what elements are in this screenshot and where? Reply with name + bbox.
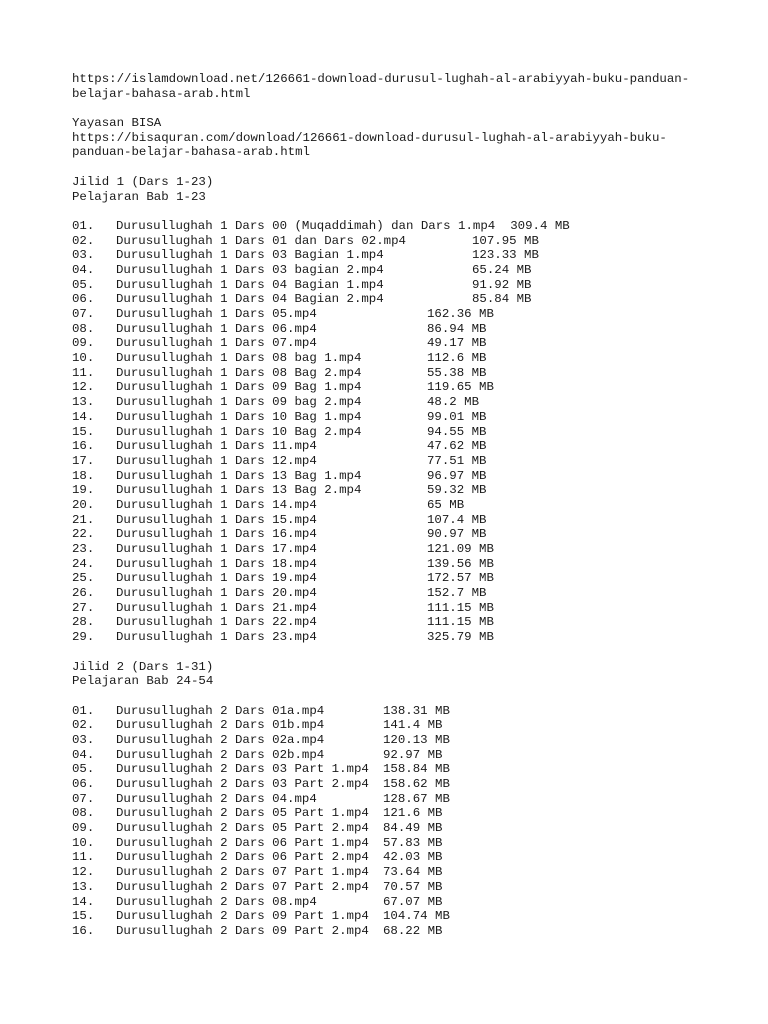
file-name: Durusullughah 1 Dars 09 bag 2.mp4 (116, 395, 362, 410)
file-number: 03. (72, 248, 95, 263)
list-item (72, 527, 732, 542)
file-size: 85.84 MB (472, 292, 532, 307)
list-item (72, 366, 732, 381)
file-size: 111.15 MB (427, 615, 494, 630)
file-size: 92.97 MB (383, 747, 443, 762)
file-number: 08. (72, 321, 95, 336)
list-item (72, 924, 732, 939)
list-item (72, 704, 732, 719)
file-size: 42.03 MB (383, 850, 443, 865)
file-name: Durusullughah 1 Dars 04 Bagian 2.mp4 (116, 292, 384, 307)
list-item (72, 498, 732, 513)
file-size: 152.7 MB (427, 586, 487, 601)
list-item (72, 395, 732, 410)
file-size: 65.24 MB (472, 262, 532, 277)
spacer (72, 101, 732, 116)
list-item (72, 469, 732, 484)
file-number: 21. (72, 512, 95, 527)
file-size: 86.94 MB (427, 321, 487, 336)
file-size: 138.31 MB (383, 703, 450, 718)
file-name: Durusullughah 2 Dars 06 Part 2.mp4 (116, 850, 369, 865)
spacer (72, 645, 732, 660)
file-number: 10. (72, 835, 95, 850)
file-number: 09. (72, 821, 95, 836)
file-size: 123.33 MB (472, 248, 539, 263)
list-item (72, 483, 732, 498)
file-number: 01. (72, 218, 95, 233)
spacer (72, 689, 732, 704)
file-number: 05. (72, 762, 95, 777)
file-number: 15. (72, 424, 95, 439)
file-size: 57.83 MB (383, 835, 443, 850)
list-item (72, 792, 732, 807)
file-size: 90.97 MB (427, 527, 487, 542)
list-item (72, 351, 732, 366)
file-name: Durusullughah 1 Dars 08 Bag 2.mp4 (116, 365, 362, 380)
list-item (72, 630, 732, 645)
file-name: Durusullughah 2 Dars 09 Part 2.mp4 (116, 923, 369, 938)
list-item (72, 733, 732, 748)
list-item (72, 748, 732, 763)
file-size: 70.57 MB (383, 879, 443, 894)
file-name: Durusullughah 1 Dars 06.mp4 (116, 321, 317, 336)
file-name: Durusullughah 1 Dars 17.mp4 (116, 542, 317, 556)
file-name: Durusullughah 2 Dars 05 Part 1.mp4 (116, 806, 369, 821)
file-name: Durusullughah 2 Dars 07 Part 2.mp4 (116, 879, 369, 894)
file-number: 10. (72, 351, 95, 366)
file-size: 48.2 MB (427, 395, 480, 410)
organization-name: Yayasan BISA (72, 116, 162, 131)
file-number: 02. (72, 233, 95, 248)
file-size: 65 MB (427, 497, 465, 512)
list-item (72, 850, 732, 865)
file-size: 67.07 MB (383, 894, 443, 909)
file-name: Durusullughah 1 Dars 15.mp4 (116, 512, 317, 527)
list-item (72, 425, 732, 440)
source-url-1-line-1: https://islamdownload.net/126661-download-durusul-lughah-al-arabiyyah-buku-panduan- (72, 72, 690, 86)
spacer (72, 204, 732, 219)
list-item (72, 836, 732, 851)
file-size: 84.49 MB (383, 821, 443, 836)
file-size: 111.15 MB (427, 600, 494, 615)
file-size: 309.4 MB (510, 218, 570, 233)
list-item (72, 380, 732, 395)
jilid-2-file-list (72, 704, 732, 939)
list-item (72, 234, 732, 249)
file-size: 99.01 MB (427, 409, 487, 424)
file-size: 107.4 MB (427, 512, 487, 527)
file-size: 141.4 MB (383, 718, 443, 733)
file-size: 73.64 MB (383, 865, 443, 880)
file-number: 22. (72, 527, 95, 542)
file-name: Durusullughah 1 Dars 16.mp4 (116, 527, 317, 542)
file-name: Durusullughah 1 Dars 05.mp4 (116, 307, 317, 321)
file-name: Durusullughah 1 Dars 00 (Muqaddimah) dan Dars 1.mp4 (116, 218, 496, 233)
list-item (72, 219, 732, 234)
list-item (72, 762, 732, 777)
document-body (72, 72, 732, 939)
source-url-2-line-1: https://bisaquran.com/download/126661-download-durusul-lughah-al-arabiyyah-buku- (72, 130, 667, 145)
file-name: Durusullughah 1 Dars 08 bag 1.mp4 (116, 351, 362, 366)
list-item (72, 336, 732, 351)
spacer (72, 160, 732, 175)
file-size: 104.74 MB (383, 909, 450, 924)
file-number: 08. (72, 806, 95, 821)
file-size: 55.38 MB (427, 365, 487, 380)
file-name: Durusullughah 1 Dars 10 Bag 2.mp4 (116, 424, 362, 439)
file-number: 14. (72, 409, 95, 424)
file-name: Durusullughah 2 Dars 02a.mp4 (116, 732, 325, 747)
file-name: Durusullughah 2 Dars 07 Part 1.mp4 (116, 865, 369, 880)
file-name: Durusullughah 2 Dars 03 Part 1.mp4 (116, 762, 369, 777)
file-number: 18. (72, 468, 95, 483)
jilid-1-subtitle: Pelajaran Bab 1-23 (72, 189, 206, 204)
file-number: 02. (72, 718, 95, 733)
file-number: 03. (72, 732, 95, 747)
jilid-2-subtitle: Pelajaran Bab 24-54 (72, 674, 214, 689)
file-size: 49.17 MB (427, 336, 487, 351)
jilid-1-file-list (72, 219, 732, 645)
file-number: 28. (72, 615, 95, 630)
list-item (72, 586, 732, 601)
file-size: 112.6 MB (427, 351, 487, 366)
list-item (72, 454, 732, 469)
file-number: 29. (72, 630, 95, 645)
file-size: 128.67 MB (383, 791, 450, 806)
list-item (72, 806, 732, 821)
file-name: Durusullughah 1 Dars 19.mp4 (116, 571, 317, 586)
file-name: Durusullughah 1 Dars 10 Bag 1.mp4 (116, 409, 362, 424)
file-number: 26. (72, 586, 95, 601)
file-size: 162.36 MB (427, 307, 494, 321)
file-name: Durusullughah 1 Dars 07.mp4 (116, 336, 317, 351)
file-number: 16. (72, 923, 95, 938)
file-number: 12. (72, 380, 95, 395)
file-number: 19. (72, 483, 95, 498)
file-number: 23. (72, 542, 95, 556)
file-name: Durusullughah 1 Dars 22.mp4 (116, 615, 317, 630)
file-number: 05. (72, 277, 95, 292)
file-number: 15. (72, 909, 95, 924)
file-name: Durusullughah 1 Dars 23.mp4 (116, 630, 317, 645)
file-number: 25. (72, 571, 95, 586)
file-name: Durusullughah 1 Dars 11.mp4 (116, 439, 317, 454)
list-item (72, 263, 732, 278)
file-size: 158.84 MB (383, 762, 450, 777)
list-item (72, 307, 732, 322)
file-name: Durusullughah 1 Dars 18.mp4 (116, 556, 317, 571)
file-size: 96.97 MB (427, 468, 487, 483)
file-name: Durusullughah 2 Dars 01b.mp4 (116, 718, 325, 733)
list-item (72, 292, 732, 307)
list-item (72, 718, 732, 733)
source-url-1-line-2: belajar-bahasa-arab.html (72, 86, 251, 101)
file-number: 27. (72, 600, 95, 615)
file-number: 06. (72, 292, 95, 307)
file-name: Durusullughah 2 Dars 02b.mp4 (116, 747, 325, 762)
file-size: 121.6 MB (383, 806, 443, 821)
file-name: Durusullughah 2 Dars 03 Part 2.mp4 (116, 777, 369, 791)
list-item (72, 571, 732, 586)
file-name: Durusullughah 1 Dars 09 Bag 1.mp4 (116, 380, 362, 395)
file-name: Durusullughah 1 Dars 03 Bagian 1.mp4 (116, 248, 384, 263)
file-name: Durusullughah 1 Dars 13 Bag 1.mp4 (116, 468, 362, 483)
file-name: Durusullughah 2 Dars 09 Part 1.mp4 (116, 909, 369, 924)
file-name: Durusullughah 1 Dars 20.mp4 (116, 586, 317, 601)
file-name: Durusullughah 1 Dars 03 bagian 2.mp4 (116, 262, 384, 277)
file-size: 107.95 MB (472, 233, 539, 248)
list-item (72, 248, 732, 263)
file-size: 325.79 MB (427, 630, 494, 645)
list-item (72, 821, 732, 836)
file-size: 121.09 MB (427, 542, 494, 556)
file-name: Durusullughah 1 Dars 04 Bagian 1.mp4 (116, 277, 384, 292)
file-number: 09. (72, 336, 95, 351)
file-size: 139.56 MB (427, 556, 494, 571)
list-item (72, 909, 732, 924)
file-size: 119.65 MB (427, 380, 494, 395)
file-number: 14. (72, 894, 95, 909)
jilid-2-title: Jilid 2 (Dars 1-31) (72, 659, 214, 674)
file-number: 12. (72, 865, 95, 880)
list-item (72, 895, 732, 910)
list-item (72, 410, 732, 425)
list-item (72, 278, 732, 293)
list-item (72, 865, 732, 880)
file-size: 68.22 MB (383, 923, 443, 938)
file-size: 91.92 MB (472, 277, 532, 292)
file-number: 07. (72, 791, 95, 806)
file-number: 17. (72, 453, 95, 468)
jilid-1-title: Jilid 1 (Dars 1-23) (72, 174, 214, 189)
list-item (72, 439, 732, 454)
file-name: Durusullughah 1 Dars 12.mp4 (116, 453, 317, 468)
file-size: 94.55 MB (427, 424, 487, 439)
file-name: Durusullughah 2 Dars 04.mp4 (116, 791, 317, 806)
list-item (72, 601, 732, 616)
file-name: Durusullughah 2 Dars 06 Part 1.mp4 (116, 835, 369, 850)
file-number: 04. (72, 747, 95, 762)
file-number: 20. (72, 497, 95, 512)
file-name: Durusullughah 1 Dars 21.mp4 (116, 600, 317, 615)
list-item (72, 322, 732, 337)
file-number: 04. (72, 262, 95, 277)
file-name: Durusullughah 1 Dars 14.mp4 (116, 497, 317, 512)
file-number: 07. (72, 307, 95, 321)
list-item (72, 542, 732, 557)
file-number: 24. (72, 556, 95, 571)
file-number: 16. (72, 439, 95, 454)
file-name: Durusullughah 2 Dars 08.mp4 (116, 894, 317, 909)
file-name: Durusullughah 1 Dars 01 dan Dars 02.mp4 (116, 233, 406, 248)
file-name: Durusullughah 2 Dars 01a.mp4 (116, 703, 325, 718)
list-item (72, 615, 732, 630)
source-url-2-line-2: panduan-belajar-bahasa-arab.html (72, 145, 310, 160)
list-item (72, 777, 732, 792)
file-size: 120.13 MB (383, 732, 450, 747)
list-item (72, 513, 732, 528)
file-number: 01. (72, 703, 95, 718)
list-item (72, 880, 732, 895)
file-name: Durusullughah 2 Dars 05 Part 2.mp4 (116, 821, 369, 836)
file-number: 11. (72, 365, 95, 380)
file-size: 172.57 MB (427, 571, 494, 586)
file-number: 06. (72, 777, 95, 791)
file-name: Durusullughah 1 Dars 13 Bag 2.mp4 (116, 483, 362, 498)
file-size: 47.62 MB (427, 439, 487, 454)
file-size: 158.62 MB (383, 777, 450, 791)
file-number: 11. (72, 850, 95, 865)
file-size: 59.32 MB (427, 483, 487, 498)
list-item (72, 557, 732, 572)
file-size: 77.51 MB (427, 453, 487, 468)
file-number: 13. (72, 395, 95, 410)
file-number: 13. (72, 879, 95, 894)
